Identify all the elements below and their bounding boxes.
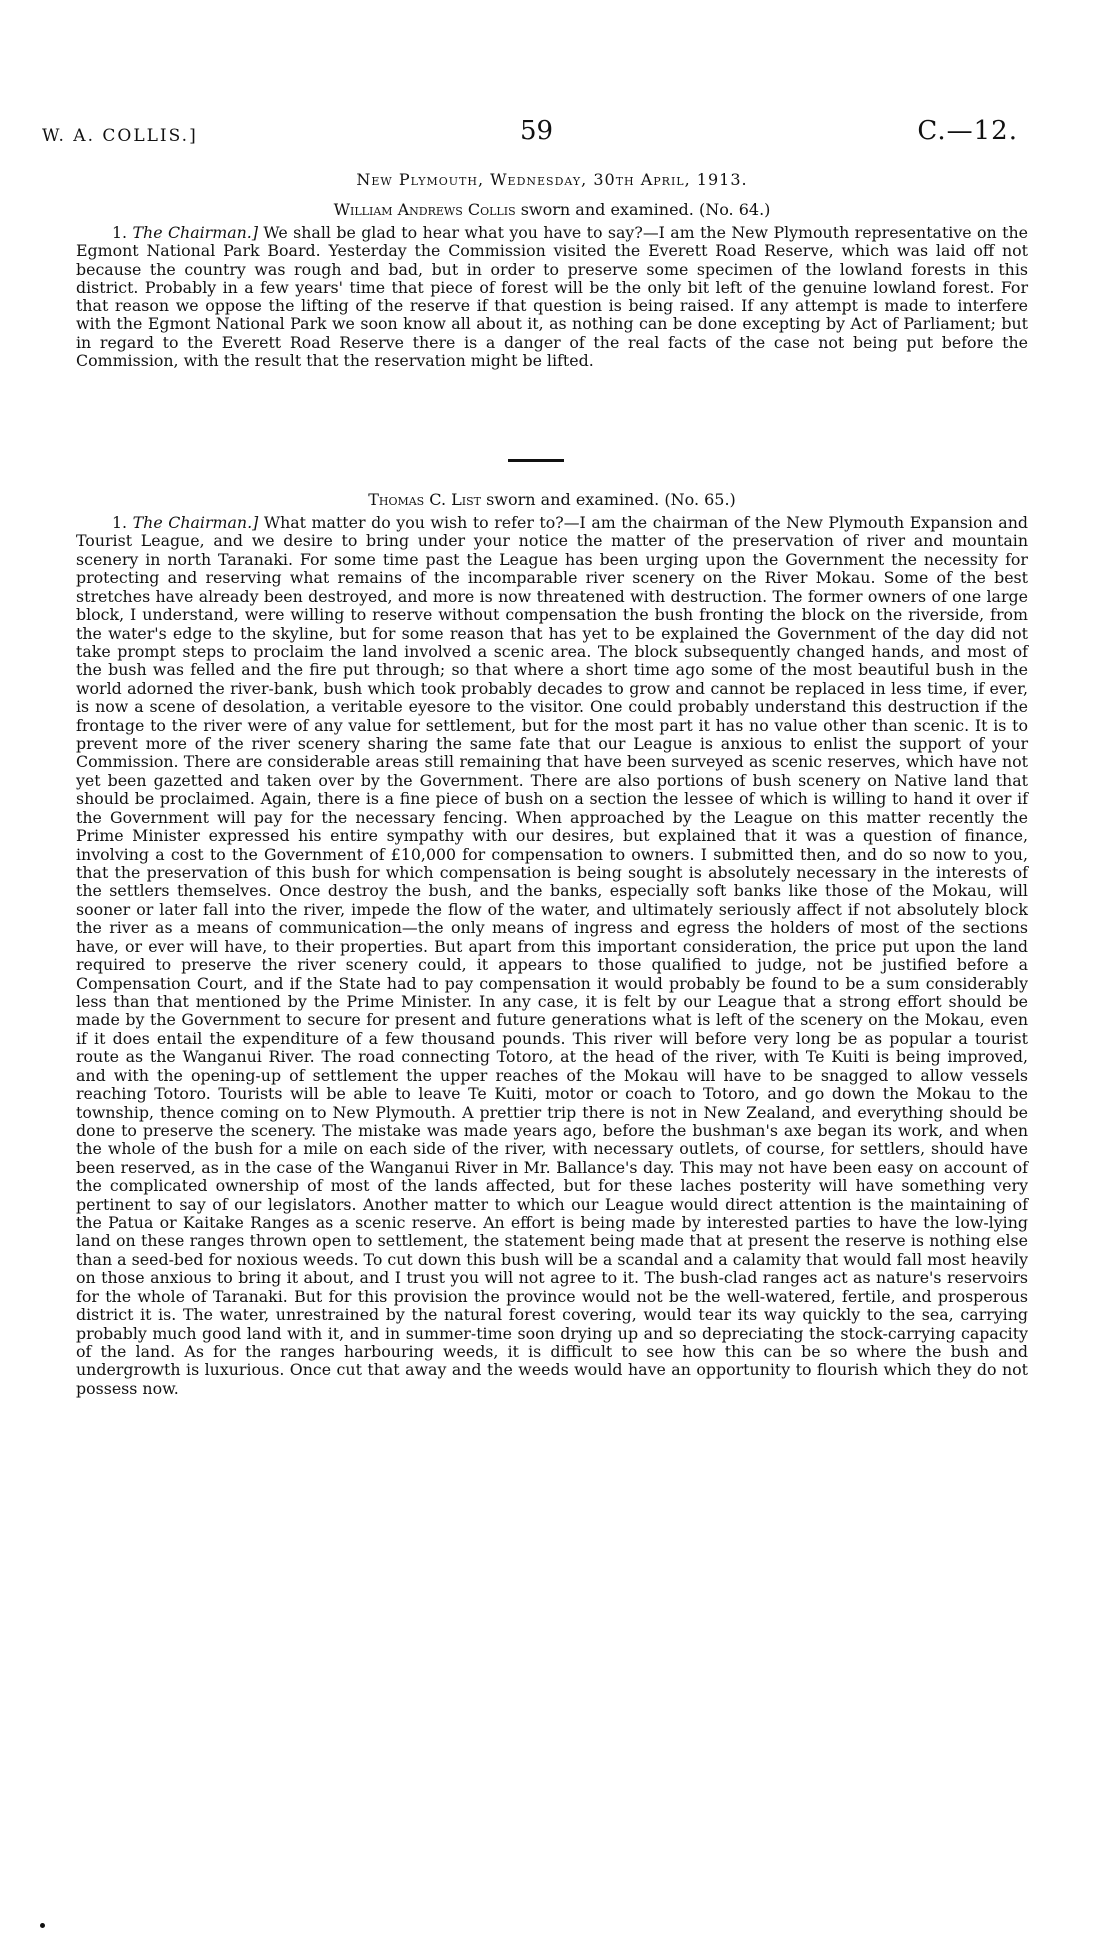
testimony-text: We shall be glad to hear what you have to say?—I am the New Plymouth representative on the Egmont National Park Board. Yesterday the Commission visited the Everett Road Reserve, which was laid off not because the country was rough and bad, but in order to preserve some specimen of the lowland forests in this district. Probably in a few years' time that piece of forest will be the only bit left of the genuine lowland forest. For that reason we oppose the lifting of the reserve if that question is being raised. If any attempt is made to interfere with the Egmont National Park we soon know all about it, as nothing can be done excepting by Act of Parliament; but in regard to the Everett Road Reserve there is a danger of the real facts of the case not being put before the Commission, with the result that the reservation might be lifted. <box>76 223 1028 371</box>
running-header-witness: W. A. COLLIS.] <box>42 126 198 146</box>
dateline: New Plymouth, Wednesday, 30th April, 1913. <box>356 170 748 189</box>
witness-suffix: sworn and examined. (No. 64.) <box>515 200 771 219</box>
question-number: 1. <box>112 513 133 532</box>
testimony-paragraph-list <box>76 514 1028 1398</box>
speaker-label: The Chairman.] <box>132 513 259 532</box>
paper-reference: C.—12. <box>917 116 1018 146</box>
section-divider <box>508 459 564 462</box>
witness-name: William Andrews Collis <box>333 200 516 219</box>
witness-suffix: sworn and examined. (No. 65.) <box>481 490 736 509</box>
speaker-label: The Chairman.] <box>132 223 258 242</box>
page-number: 59 <box>520 116 554 146</box>
print-mark <box>40 1923 45 1928</box>
witness-heading-collis <box>76 200 1028 219</box>
witness-heading-list <box>76 490 1028 509</box>
question-number: 1. <box>112 223 133 242</box>
testimony-paragraph-collis <box>76 224 1028 370</box>
witness-name: Thomas C. List <box>368 490 481 509</box>
testimony-text: What matter do you wish to refer to?—I am the chairman of the New Plymouth Expansion and Tourist League, and we desire to bring under your notice the matter of the preservation of river and mountain scenery in north Taranaki. For some time past the League has been urging upon the Government the necessity for protecting and reserving what remains of the incomparable river scenery on the River Mokau. Some of the best stretches have already been destroyed, and more is now threatened with destruction. The former owners of one large block, I understand, were willing to reserve without compensation the bush fronting the block on the riverside, from the water's edge to the skyline, but for some reason that has yet to be explained the Government of the day did not take prompt steps to proclaim the land involved a scenic area. The block subsequently changed hands, and most of the bush was felled and the fire put through; so that where a short time ago some of the most beautiful bush in the world adorned the river-bank, bush which took probably decades to grow and cannot be replaced in less time, if ever, is now a scene of desolation, a veritable eyesore to the visitor. One could probably understand this destruction if the frontage to the river were of any value for settlement, but for the most part it has no value other than scenic. It is to prevent more of the river scenery sharing the same fate that our League is anxious to enlist the support of your Commission. There are considerable areas still remaining that have been surveyed as scenic reserves, which have not yet been gazetted and taken over by the Government. There are also portions of bush scenery on Native land that should be proclaimed. Again, there is a fine piece of bush on a section the lessee of which is willing to hand it over if the Government will pay for the necessary fencing. When approached by the League on this matter recently the Prime Minister expressed his entire sympathy with our desires, but explained that it was a question of finance, involving a cost to the Government of £10,000 for compensation to owners. I submitted then, and do so now to you, that the preservation of this bush for which compensation is being sought is absolutely necessary in the interests of the settlers themselves. Once destroy the bush, and the banks, especially soft banks like those of the Mokau, will sooner or later fall into the river, impede the flow of the water, and ultimately seriously affect if not absolutely block the river as a means of communication—the only means of ingress and egress the holders of most of the sections have, or ever will have, to their properties. But apart from this important consideration, the price put upon the land required to preserve the river scenery could, it appears to those qualified to judge, not be justified before a Compensation Court, and if the State had to pay compensation it would probably be found to be a sum considerably less than that mentioned by the Prime Minister. In any case, it is felt by our League that a strong effort should be made by the Government to secure for present and future generations what is left of the scenery on the Mokau, even if it does entail the expenditure of a few thousand pounds. This river will before very long be as popular a tourist route as the Wanganui River. The road connecting Totoro, at the head of the river, with Te Kuiti is being improved, and with the opening-up of settlement the upper reaches of the Mokau will have to be snagged to allow vessels reaching Totoro. Tourists will be able to leave Te Kuiti, motor or coach to Totoro, and go down the Mokau to the township, thence coming on to New Plymouth. A prettier trip there is not in New Zealand, and everything should be done to preserve the scenery. The mistake was made years ago, before the bushman's axe began its work, and when the whole of the bush for a mile on each side of the river, with necessary outlets, of course, for settlers, should have been reserved, as in the case of the Wanganui River in Mr. Ballance's day. This may not have been easy on account of the complicated ownership of most of the lands affected, but for these laches posterity will have something very pertinent to say of our legislators. Another matter to which our League would direct attention is the maintaining of the Patua or Kaitake Ranges as a scenic reserve. An effort is being made by interested parties to have the low-lying land on these ranges thrown open to settlement, the statement being made that at present the reserve is nothing else than a seed-bed for noxious weeds. To cut down this bush will be a scandal and a calamity that would fall most heavily on those anxious to bring it about, and I trust you will not agree to it. The bush-clad ranges act as nature's reservoirs for the whole of Taranaki. But for this provision the province would not be the well-watered, fertile, and prosperous district it is. The water, unrestrained by the natural forest covering, would tear its way quickly to the sea, carrying probably much good land with it, and in summer-time soon drying up and so depreciating the stock-carrying capacity of the land. As for the ranges harbouring weeds, it is difficult to see how this can be so where the bush and undergrowth is luxurious. Once cut that away and the weeds would have an opportunity to flourish which they do not possess now. <box>76 513 1029 1398</box>
